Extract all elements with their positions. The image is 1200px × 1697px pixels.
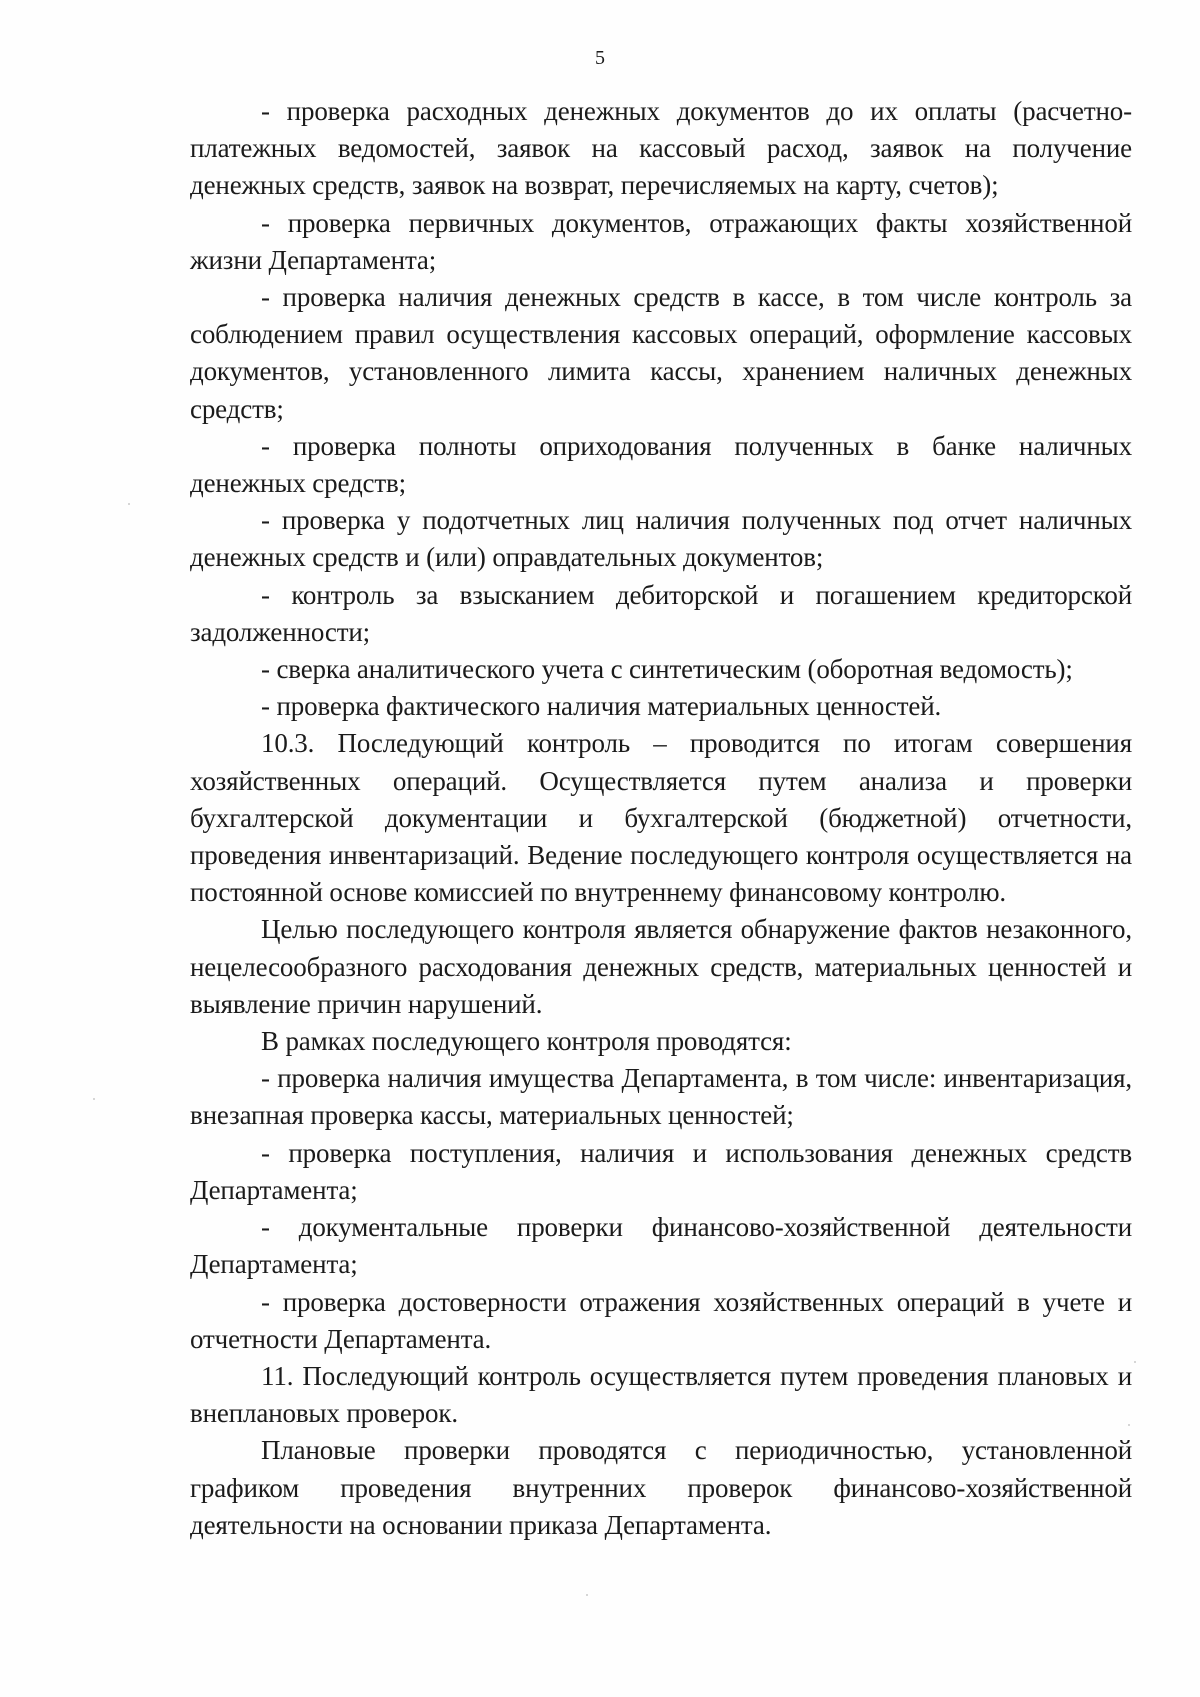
- scan-speck: [93, 1098, 95, 1100]
- page-number: 5: [595, 47, 605, 69]
- paragraph-check-accountable-persons: - проверка у подотчетных лиц наличия полученных под отчет наличных денежных средств и (или) оправдательных документов;: [190, 505, 1132, 573]
- paragraph-planned-audits: Плановые проверки проводятся с периодичностью, установленной графиком проведения внутренних проверок финансово-хозяйственной деятельности на основании приказа Департамента.: [190, 1435, 1132, 1540]
- paragraph-section-11: 11. Последующий контроль осуществляется путем проведения плановых и внеплановых проверок.: [190, 1360, 1132, 1429]
- paragraph-check-cash-on-hand: - проверка наличия денежных средств в кассе, в том числе контроль за соблюдением правил осуществления кассовых операций, оформление кассовых документов, установленного лимита кассы, хранением наличных денежных средств;: [190, 282, 1132, 424]
- scan-speck: [1128, 1424, 1130, 1426]
- scan-speck: [1134, 1361, 1136, 1363]
- paragraph-reconciliation: - сверка аналитического учета с синтетическим (оборотная ведомость);: [261, 654, 1073, 685]
- scan-speck: [586, 1594, 588, 1596]
- paragraph-check-reliability: - проверка достоверности отражения хозяйственных операций в учете и отчетности Департамента.: [190, 1286, 1132, 1354]
- document-body: [190, 93, 1132, 1544]
- paragraph-subsequent-control-definition: 10.3. Последующий контроль – проводится по итогам совершения хозяйственных операций. Осуществляется путем анализа и проверки бухгалтерской документации и бухгалтерской (бюджетной) отчетности, проведения инвентаризаций. Ведение последующего контроля осуществляется на постоянной основе комиссией по внутреннему финансовому контролю.: [190, 728, 1132, 908]
- paragraph-check-bank-cash-receipt: - проверка полноты оприходования полученных в банке наличных денежных средств;: [190, 430, 1132, 499]
- paragraph-check-property: - проверка наличия имущества Департамента, в том числе: инвентаризация, внезапная проверка кассы, материальных ценностей;: [190, 1063, 1132, 1131]
- paragraph-check-funds-usage: - проверка поступления, наличия и использования денежных средств Департамента;: [190, 1137, 1132, 1205]
- scan-speck: [128, 503, 130, 505]
- paragraph-check-primary-documents: - проверка первичных документов, отражающих факты хозяйственной жизни Департамента;: [190, 207, 1132, 275]
- paragraph-subsequent-control-list-intro: В рамках последующего контроля проводятся:: [261, 1026, 792, 1057]
- paragraph-subsequent-control-goal: Целью последующего контроля является обнаружение фактов незаконного, нецелесообразного расходования денежных средств, материальных ценностей и выявление причин нарушений.: [190, 914, 1132, 1019]
- paragraph-check-material-values: - проверка фактического наличия материальных ценностей.: [261, 691, 942, 722]
- paragraph-check-expense-documents: - проверка расходных денежных документов до их оплаты (расчетно-платежных ведомостей, заявок на кассовый расход, заявок на получение денежных средств, заявок на возврат, перечисляемых на карту, счетов);: [190, 96, 1132, 201]
- paragraph-documentary-audits: - документальные проверки финансово-хозяйственной деятельности Департамента;: [190, 1212, 1132, 1280]
- paragraph-control-receivables-payables: - контроль за взысканием дебиторской и погашением кредиторской задолженности;: [190, 579, 1132, 647]
